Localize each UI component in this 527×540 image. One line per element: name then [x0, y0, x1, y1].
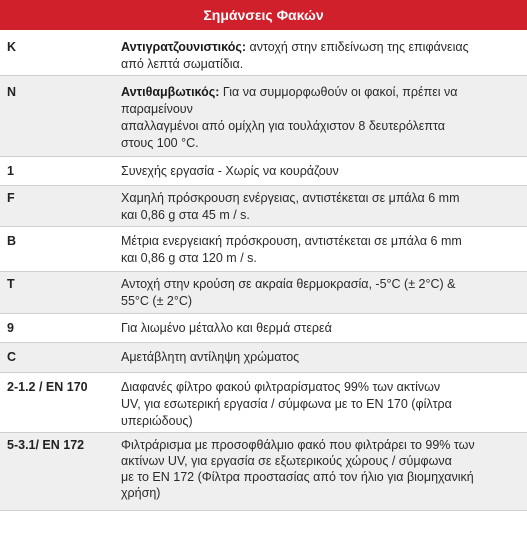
description-line: UV, για εσωτερική εργασία / σύμφωνα με το EN 170 (φίλτρα	[121, 397, 452, 411]
description-line: παραμείνουν	[121, 102, 193, 116]
marking-description	[121, 163, 527, 185]
marking-code: C	[7, 350, 17, 364]
description-line	[121, 84, 519, 101]
marking-description	[121, 190, 527, 226]
table-row	[0, 373, 527, 433]
table-row	[0, 30, 527, 76]
table-row	[0, 314, 527, 343]
marking-code: T	[7, 277, 15, 291]
description-line: Για λιωμένο μέταλλο και θερμά στερεά	[121, 321, 332, 335]
marking-description	[121, 437, 527, 510]
description-line: Φιλτράρισμα με προσοφθάλμιο φακό που φιλτράρει το 99% των	[121, 438, 475, 452]
description-line: Χαμηλή πρόσκρουση ενέργειας, αντιστέκεται σε μπάλα 6 mm	[121, 191, 460, 205]
description-text: αντοχή στην επιδείνωση της επιφάνειας	[246, 40, 469, 54]
description-line: χρήση)	[121, 486, 161, 500]
description-line: με το EN 172 (Φίλτρα προστασίας από τον ήλιο για βιομηχανική	[121, 470, 474, 484]
description-line: 55°C (± 2°C)	[121, 294, 193, 308]
description-line: ακτίνων UV, για εργασία σε εξωτερικούς χώρους / σύμφωνα	[121, 454, 452, 468]
table-row	[0, 272, 527, 314]
marking-label: Αντιγρατζουνιστικός:	[121, 40, 247, 54]
marking-description	[121, 39, 527, 75]
description-line: Μέτρια ενεργειακή πρόσκρουση, αντιστέκεται σε μπάλα 6 mm	[121, 234, 462, 248]
description-line: Αμετάβλητη αντίληψη χρώματος	[121, 350, 300, 364]
description-line: Συνεχής εργασία - Χωρίς να κουράζουν	[121, 164, 339, 178]
marking-description	[121, 84, 527, 156]
table-row	[0, 157, 527, 186]
marking-code: K	[7, 40, 17, 54]
description-line: στους 100 °C.	[121, 136, 199, 150]
description-line	[121, 39, 519, 56]
description-line: απαλλαγμένοι από ομίχλη για τουλάχιστον 8 δευτερόλεπτα	[121, 119, 445, 133]
table-row	[0, 433, 527, 511]
description-text: Για να συμμορφωθούν οι φακοί, πρέπει να	[219, 85, 458, 99]
table-row	[0, 186, 527, 227]
description-line: από λεπτά σωματίδια.	[121, 57, 244, 71]
marking-description	[121, 379, 527, 432]
marking-code: 2-1.2 / EN 170	[7, 380, 88, 394]
marking-description	[121, 349, 527, 372]
marking-description	[121, 320, 527, 342]
marking-code: 9	[7, 321, 14, 335]
description-line: και 0,86 g στα 45 m / s.	[121, 208, 250, 222]
table-row	[0, 343, 527, 373]
marking-code: B	[7, 234, 17, 248]
table-title: Σημάνσεις Φακών	[0, 0, 527, 30]
description-line: και 0,86 g στα 120 m / s.	[121, 251, 257, 265]
marking-label: Αντιθαμβωτικός:	[121, 85, 220, 99]
marking-description	[121, 233, 527, 271]
description-line: Αντοχή στην κρούση σε ακραία θερμοκρασία, -5°C (± 2°C) &	[121, 277, 456, 291]
marking-code: 5-3.1/ EN 172	[7, 438, 85, 452]
marking-description	[121, 276, 527, 313]
description-line: υπεριώδους)	[121, 414, 193, 428]
marking-code: N	[7, 85, 17, 99]
marking-code: F	[7, 191, 15, 205]
table-row	[0, 76, 527, 157]
marking-code: 1	[7, 164, 14, 178]
table-body	[0, 30, 527, 511]
table-row	[0, 227, 527, 272]
description-line: Διαφανές φίλτρο φακού φιλτραρίσματος 99% των ακτίνων	[121, 380, 441, 394]
